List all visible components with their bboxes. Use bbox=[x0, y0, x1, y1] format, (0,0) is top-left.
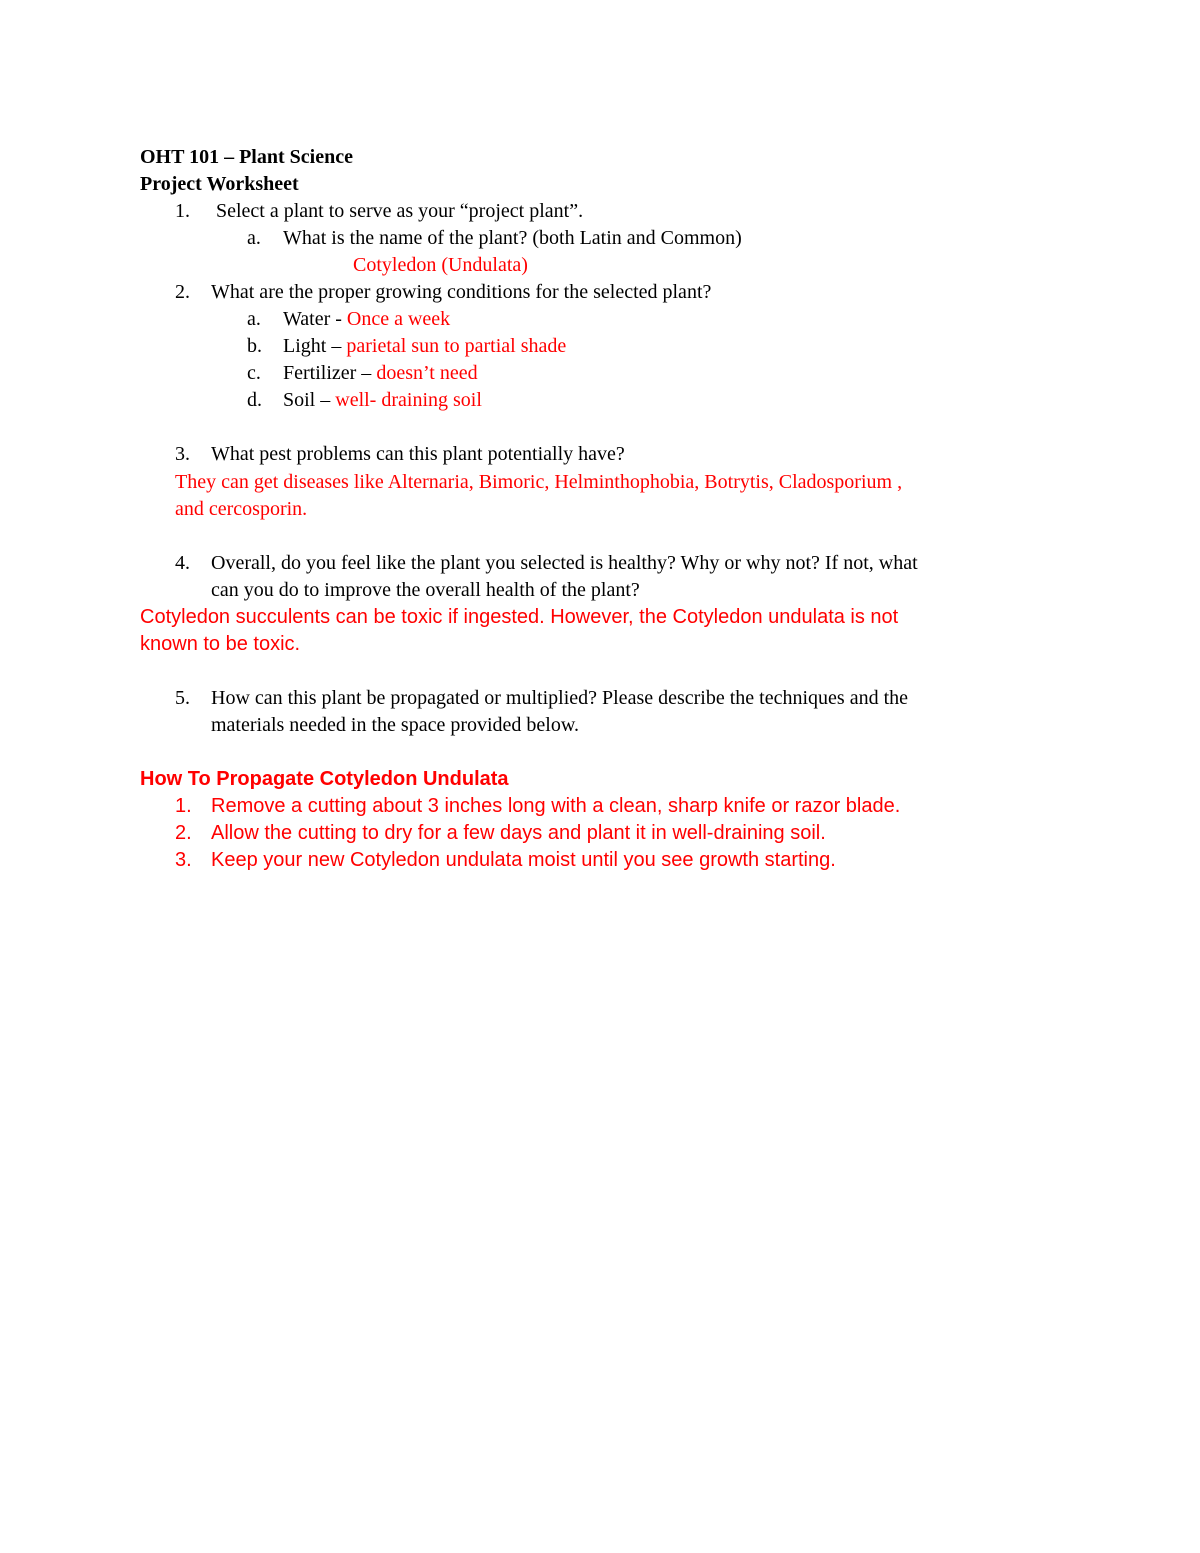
propagation-step-3-text: Keep your new Cotyledon undulata moist until you see growth starting. bbox=[211, 849, 836, 871]
question-4-text-line-2: can you do to improve the overall health of the plant? bbox=[211, 579, 640, 601]
question-4-number: 4. bbox=[175, 552, 190, 574]
document-title: Project Worksheet bbox=[140, 173, 299, 195]
light-answer: parietal sun to partial shade bbox=[346, 335, 567, 357]
question-3-answer-line-2: and cercosporin. bbox=[175, 498, 308, 520]
question-3-answer-line-1: They can get diseases like Alternaria, Bimoric, Helminthophobia, Botrytis, Cladosporium , bbox=[175, 471, 903, 493]
question-2-number: 2. bbox=[175, 281, 190, 303]
soil-label: Soil – bbox=[283, 389, 336, 411]
propagation-step-2-number: 2. bbox=[175, 822, 192, 844]
water-label: Water - bbox=[283, 308, 347, 330]
course-title: OHT 101 – Plant Science bbox=[140, 146, 353, 168]
question-4-answer-line-1: Cotyledon succulents can be toxic if ingested. However, the Cotyledon undulata is not bbox=[140, 606, 899, 628]
question-3-number: 3. bbox=[175, 443, 190, 465]
propagation-heading: How To Propagate Cotyledon Undulata bbox=[140, 768, 509, 790]
question-2d-letter: d. bbox=[247, 389, 262, 411]
water-answer: Once a week bbox=[346, 308, 451, 330]
question-1a-text: What is the name of the plant? (both Latin and Common) bbox=[283, 227, 742, 249]
question-2-text: What are the proper growing conditions for the selected plant? bbox=[211, 281, 712, 303]
light-label: Light – bbox=[283, 335, 347, 357]
fertilizer-label: Fertilizer – bbox=[283, 362, 377, 384]
propagation-step-3-number: 3. bbox=[175, 849, 192, 871]
propagation-step-1-number: 1. bbox=[175, 795, 192, 817]
question-3-text: What pest problems can this plant potentially have? bbox=[211, 443, 625, 465]
question-5-text-line-1: How can this plant be propagated or multiplied? Please describe the techniques and the bbox=[211, 687, 909, 709]
propagation-step-2-text: Allow the cutting to dry for a few days and plant it in well-draining soil. bbox=[211, 822, 826, 844]
question-2c-line bbox=[283, 360, 478, 386]
question-2a-letter: a. bbox=[247, 308, 261, 330]
question-5-text-line-2: materials needed in the space provided below. bbox=[211, 714, 580, 736]
question-4-answer-line-2: known to be toxic. bbox=[140, 633, 301, 655]
question-2b-letter: b. bbox=[247, 335, 262, 357]
question-2b-line bbox=[283, 333, 566, 359]
question-2d-line bbox=[283, 387, 482, 413]
question-1-text: Select a plant to serve as your “project plant”. bbox=[216, 200, 584, 222]
question-5-number: 5. bbox=[175, 687, 190, 709]
fertilizer-answer: doesn’t need bbox=[376, 362, 478, 384]
question-2a-line bbox=[283, 306, 450, 332]
question-1a-answer: Cotyledon (Undulata) bbox=[353, 254, 528, 276]
soil-answer: well- draining soil bbox=[335, 389, 482, 411]
propagation-step-1-text: Remove a cutting about 3 inches long with a clean, sharp knife or razor blade. bbox=[211, 795, 901, 817]
question-1a-letter: a. bbox=[247, 227, 261, 249]
question-1-number: 1. bbox=[175, 200, 190, 222]
question-2c-letter: c. bbox=[247, 362, 261, 384]
question-4-text-line-1: Overall, do you feel like the plant you selected is healthy? Why or why not? If not, what bbox=[211, 552, 918, 574]
